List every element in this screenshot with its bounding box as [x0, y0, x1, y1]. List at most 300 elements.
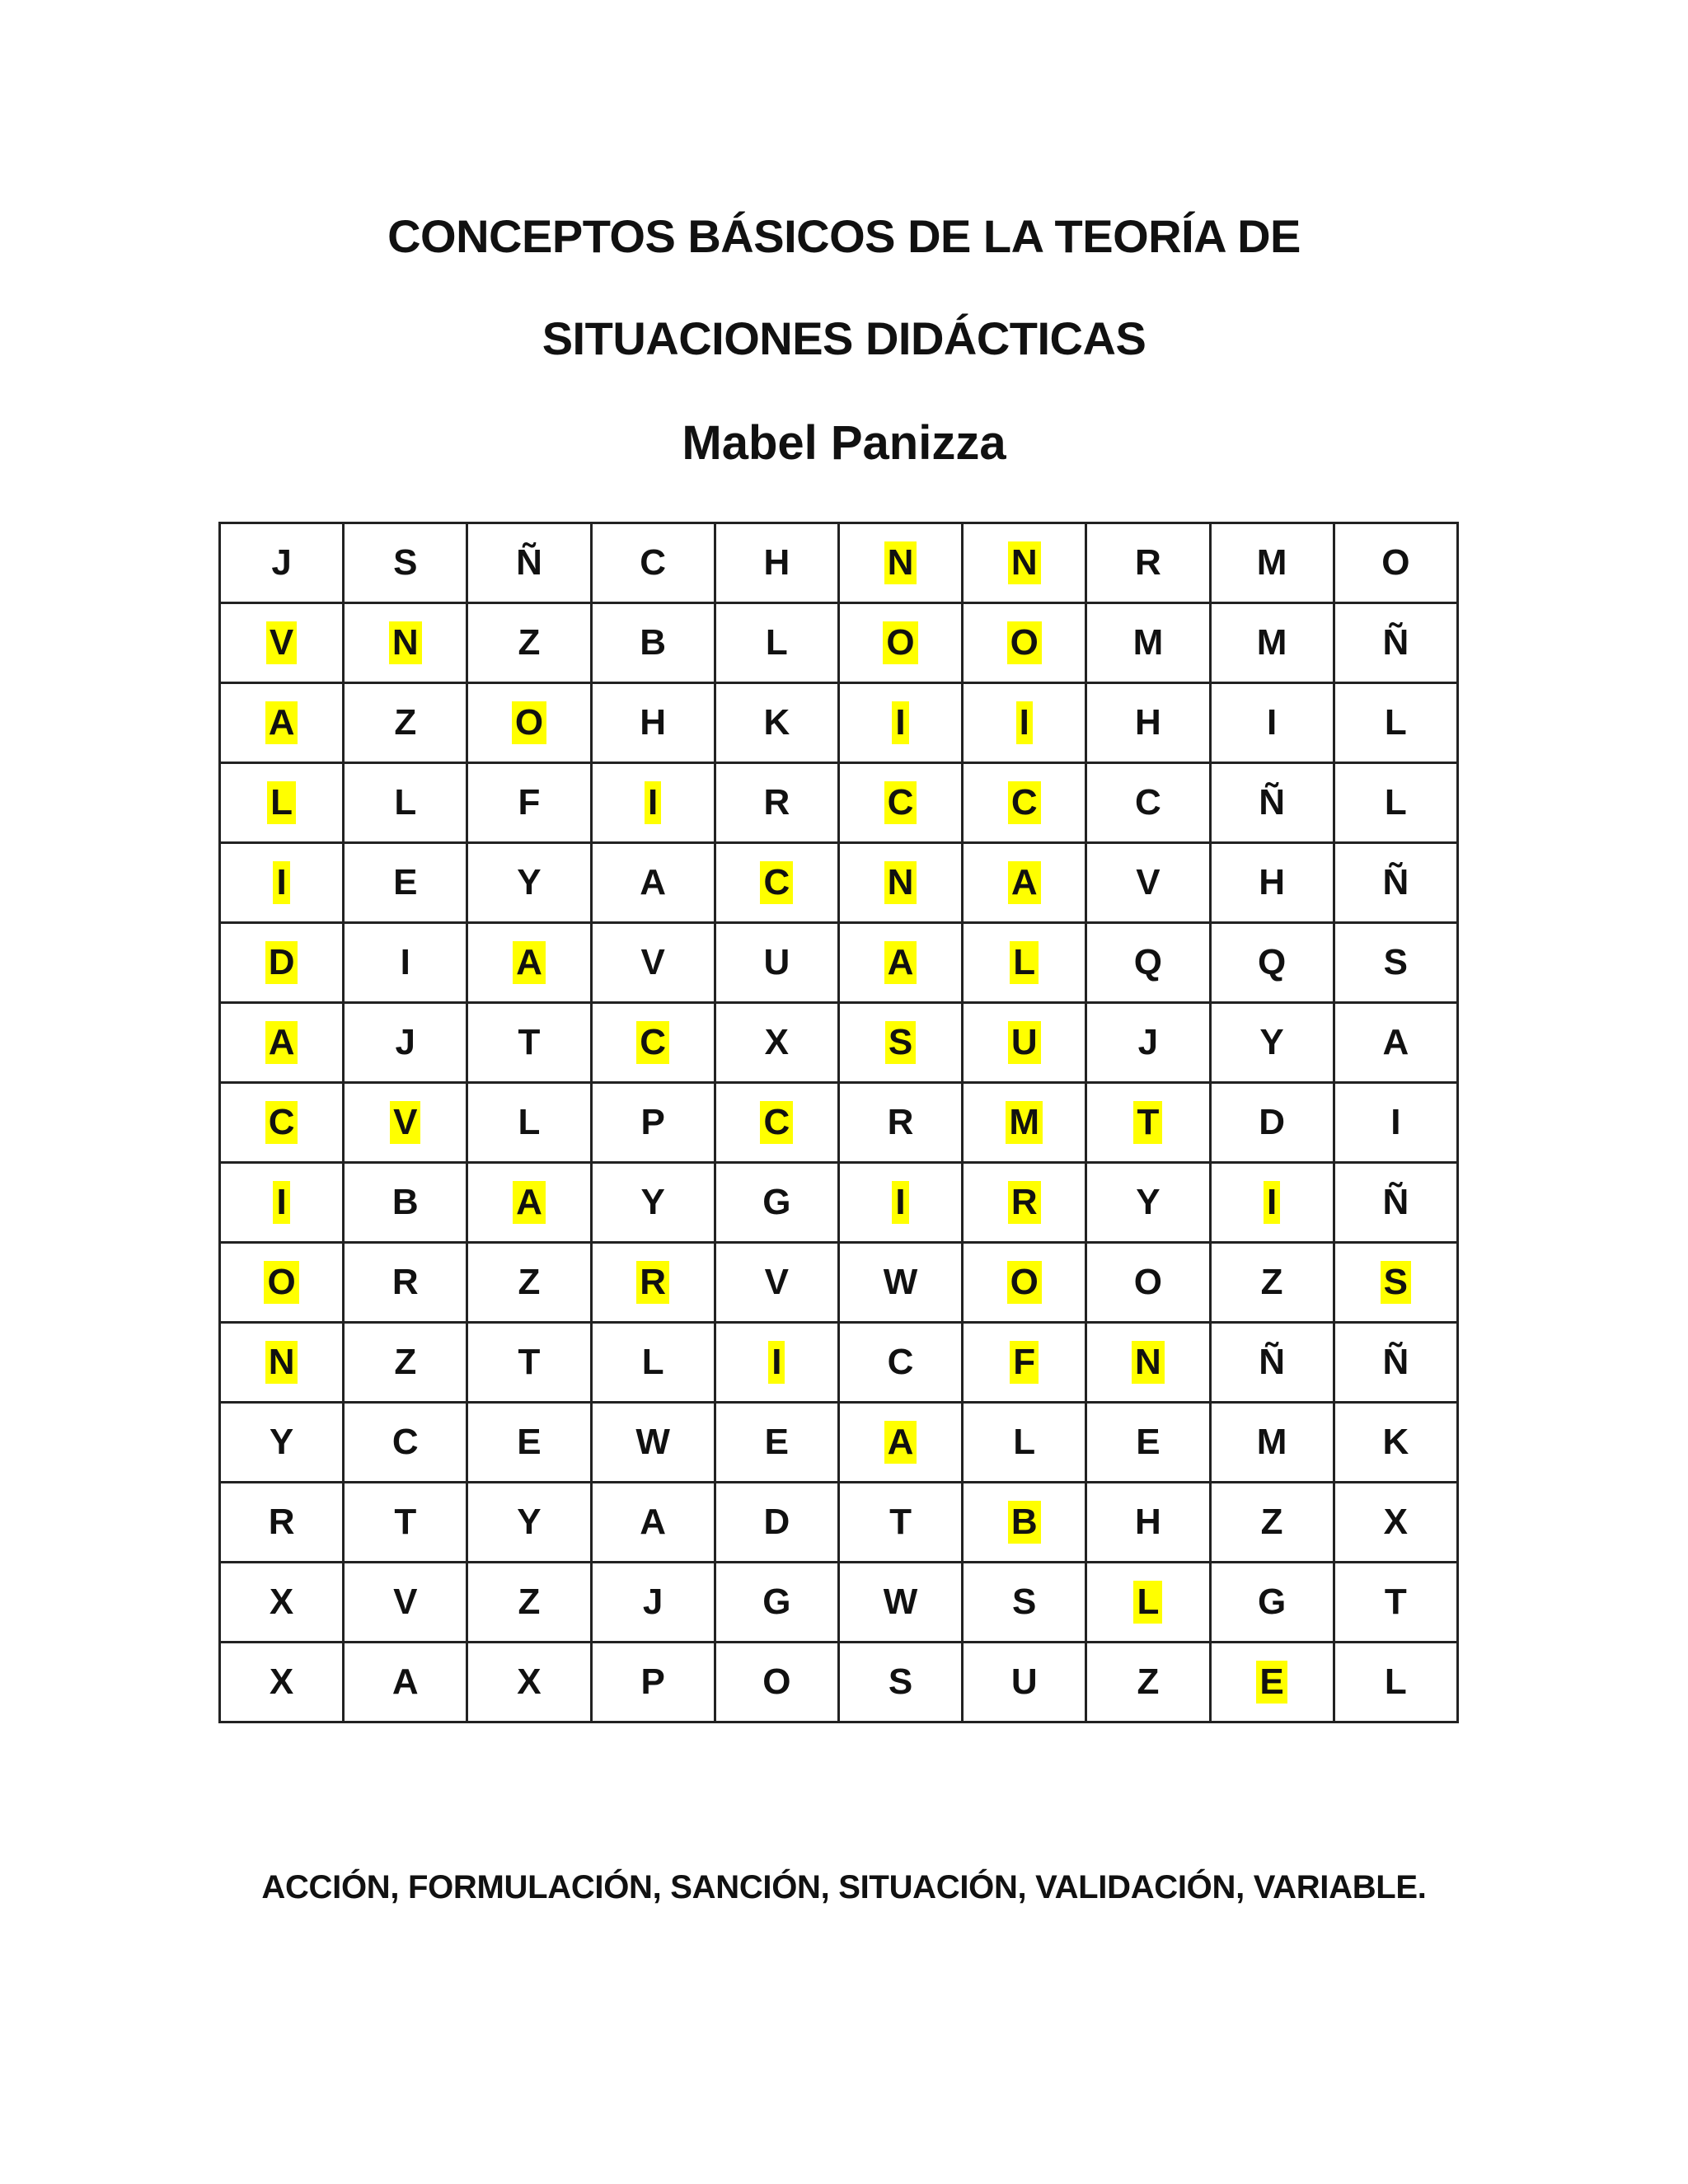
grid-letter: V	[764, 1262, 790, 1302]
highlighted-letter: N	[884, 861, 917, 904]
grid-letter: S	[1383, 942, 1409, 982]
grid-cell[interactable]	[1210, 1483, 1334, 1563]
grid-cell[interactable]	[1086, 1163, 1210, 1243]
highlighted-letter: V	[390, 1101, 420, 1144]
grid-cell[interactable]	[344, 763, 467, 843]
grid-cell[interactable]	[344, 1563, 467, 1643]
grid-letter: A	[640, 862, 667, 902]
grid-cell[interactable]	[838, 1243, 962, 1323]
grid-cell[interactable]	[963, 523, 1086, 603]
grid-cell[interactable]	[838, 523, 962, 603]
grid-cell[interactable]	[715, 763, 838, 843]
grid-cell[interactable]	[963, 923, 1086, 1003]
grid-letter: O	[1381, 542, 1410, 583]
grid-cell[interactable]	[963, 763, 1086, 843]
grid-letter: V	[1136, 862, 1160, 902]
grid-cell[interactable]	[344, 523, 467, 603]
grid-letter: J	[271, 542, 292, 583]
grid-cell[interactable]	[591, 1243, 715, 1323]
grid-letter: K	[763, 702, 790, 743]
grid-cell[interactable]	[220, 1483, 344, 1563]
highlighted-letter: A	[513, 1181, 546, 1224]
grid-cell[interactable]	[220, 1243, 344, 1323]
grid-cell[interactable]	[1334, 603, 1457, 683]
grid-cell[interactable]	[591, 523, 715, 603]
highlighted-letter: O	[883, 621, 917, 664]
grid-cell[interactable]	[220, 603, 344, 683]
grid-cell[interactable]	[838, 1643, 962, 1722]
grid-cell[interactable]	[467, 843, 591, 923]
grid-cell[interactable]	[1334, 1243, 1457, 1323]
grid-cell[interactable]	[591, 683, 715, 763]
grid-letter: L	[518, 1102, 541, 1142]
grid-letter: H	[1135, 702, 1161, 743]
grid-cell[interactable]	[715, 1243, 838, 1323]
grid-letter: A	[392, 1661, 419, 1702]
grid-cell[interactable]	[1210, 1163, 1334, 1243]
grid-cell[interactable]	[344, 1243, 467, 1323]
highlighted-letter: L	[267, 781, 296, 824]
grid-cell[interactable]	[467, 1643, 591, 1722]
grid-cell[interactable]	[344, 1163, 467, 1243]
grid-cell[interactable]	[838, 1163, 962, 1243]
grid-letter: Ñ	[1382, 862, 1409, 902]
grid-cell[interactable]	[963, 683, 1086, 763]
grid-cell[interactable]	[963, 843, 1086, 923]
grid-row	[220, 923, 1458, 1003]
grid-cell[interactable]	[715, 1643, 838, 1722]
grid-cell[interactable]	[1334, 923, 1457, 1003]
grid-cell[interactable]	[963, 1243, 1086, 1323]
grid-letter: M	[1256, 1422, 1287, 1462]
grid-cell[interactable]	[838, 683, 962, 763]
grid-letter: Z	[394, 1342, 417, 1382]
grid-letter: G	[762, 1182, 791, 1222]
grid-cell[interactable]	[1210, 523, 1334, 603]
highlighted-letter: O	[1007, 621, 1042, 664]
grid-letter: P	[640, 1102, 665, 1142]
grid-letter: A	[1382, 1022, 1409, 1062]
grid-letter: J	[1137, 1022, 1159, 1062]
grid-cell[interactable]	[1210, 603, 1334, 683]
grid-cell[interactable]	[715, 1483, 838, 1563]
grid-cell[interactable]	[1210, 1003, 1334, 1083]
grid-cell[interactable]	[1210, 1403, 1334, 1483]
grid-letter: Z	[1260, 1502, 1283, 1542]
grid-cell[interactable]	[715, 1003, 838, 1083]
grid-letter: R	[268, 1502, 295, 1542]
grid-cell[interactable]	[1086, 1003, 1210, 1083]
grid-cell[interactable]	[1086, 683, 1210, 763]
document-author: Mabel Panizza	[682, 416, 1006, 470]
grid-letter: Y	[1136, 1182, 1160, 1222]
grid-letter: H	[1135, 1502, 1161, 1542]
grid-letter: L	[1013, 1422, 1036, 1462]
grid-cell[interactable]	[344, 1323, 467, 1403]
grid-letter: I	[400, 942, 410, 982]
grid-letter: T	[889, 1502, 912, 1542]
highlighted-letter: A	[265, 1021, 298, 1064]
grid-cell[interactable]	[467, 1243, 591, 1323]
highlighted-letter: U	[1008, 1021, 1041, 1064]
grid-row	[220, 1643, 1458, 1722]
grid-row	[220, 843, 1458, 923]
grid-letter: C	[640, 542, 667, 583]
grid-letter: E	[764, 1422, 790, 1462]
grid-cell[interactable]	[1086, 523, 1210, 603]
grid-cell[interactable]	[1086, 1483, 1210, 1563]
word-list: ACCIÓN, FORMULACIÓN, SANCIÓN, SITUACIÓN, VALIDACIÓN, VARIABLE.	[261, 1869, 1427, 1905]
grid-letter: X	[517, 1661, 542, 1702]
grid-cell[interactable]	[715, 843, 838, 923]
highlighted-letter: C	[636, 1021, 669, 1064]
grid-cell[interactable]	[838, 1563, 962, 1643]
grid-cell[interactable]	[220, 923, 344, 1003]
highlighted-letter: I	[273, 1181, 289, 1224]
grid-cell[interactable]	[838, 1083, 962, 1163]
grid-letter: D	[763, 1502, 790, 1542]
grid-cell[interactable]	[467, 1083, 591, 1163]
grid-cell[interactable]	[220, 1563, 344, 1643]
grid-cell[interactable]	[715, 1323, 838, 1403]
grid-letter: Ñ	[516, 542, 542, 583]
highlighted-letter: N	[884, 541, 917, 584]
grid-cell[interactable]	[1334, 1563, 1457, 1643]
grid-cell[interactable]	[1210, 1643, 1334, 1722]
grid-cell[interactable]	[715, 603, 838, 683]
grid-letter: E	[1136, 1422, 1160, 1462]
grid-letter: A	[640, 1502, 667, 1542]
word-search-body	[220, 523, 1458, 1722]
grid-cell[interactable]	[963, 1163, 1086, 1243]
grid-letter: X	[269, 1661, 294, 1702]
grid-cell[interactable]	[591, 763, 715, 843]
grid-letter: M	[1132, 622, 1164, 663]
grid-row	[220, 1163, 1458, 1243]
grid-letter: B	[640, 622, 667, 663]
grid-letter: Ñ	[1382, 622, 1409, 663]
highlighted-letter: L	[1133, 1581, 1162, 1624]
grid-cell[interactable]	[963, 1003, 1086, 1083]
grid-cell[interactable]	[220, 523, 344, 603]
grid-letter: Y	[517, 1502, 542, 1542]
grid-cell[interactable]	[838, 603, 962, 683]
highlighted-letter: C	[1008, 781, 1041, 824]
grid-cell[interactable]	[1210, 843, 1334, 923]
grid-cell[interactable]	[467, 1003, 591, 1083]
grid-letter: R	[887, 1102, 914, 1142]
grid-letter: P	[640, 1661, 665, 1702]
highlighted-letter: L	[1010, 941, 1039, 984]
grid-cell[interactable]	[591, 1643, 715, 1722]
grid-cell[interactable]	[1210, 683, 1334, 763]
title-block	[0, 185, 1688, 497]
grid-cell[interactable]	[838, 923, 962, 1003]
grid-letter: V	[393, 1582, 418, 1622]
grid-cell[interactable]	[715, 1083, 838, 1163]
grid-cell[interactable]	[1334, 1003, 1457, 1083]
grid-cell[interactable]	[1086, 763, 1210, 843]
grid-cell[interactable]	[1210, 763, 1334, 843]
grid-cell[interactable]	[838, 1403, 962, 1483]
grid-row	[220, 523, 1458, 603]
grid-cell[interactable]	[467, 1163, 591, 1243]
grid-cell[interactable]	[715, 523, 838, 603]
grid-letter: K	[1382, 1422, 1409, 1462]
highlighted-letter: R	[1008, 1181, 1041, 1224]
grid-cell[interactable]	[1334, 843, 1457, 923]
grid-cell[interactable]	[467, 1323, 591, 1403]
grid-letter: T	[394, 1502, 417, 1542]
grid-letter: X	[764, 1022, 790, 1062]
grid-letter: T	[518, 1342, 541, 1382]
grid-row	[220, 1483, 1458, 1563]
grid-cell[interactable]	[963, 1083, 1086, 1163]
grid-letter: Z	[1260, 1262, 1283, 1302]
grid-cell[interactable]	[591, 1563, 715, 1643]
grid-cell[interactable]	[838, 763, 962, 843]
grid-cell[interactable]	[1334, 1323, 1457, 1403]
grid-cell[interactable]	[467, 603, 591, 683]
grid-cell[interactable]	[591, 1323, 715, 1403]
grid-cell[interactable]	[1334, 1643, 1457, 1722]
grid-letter: R	[763, 782, 790, 823]
grid-row	[220, 1563, 1458, 1643]
grid-cell[interactable]	[715, 683, 838, 763]
grid-cell[interactable]	[467, 763, 591, 843]
grid-cell[interactable]	[467, 1483, 591, 1563]
grid-cell[interactable]	[344, 843, 467, 923]
highlighted-letter: C	[760, 1101, 793, 1144]
grid-letter: L	[394, 782, 417, 823]
grid-letter: X	[269, 1582, 294, 1622]
grid-cell[interactable]	[344, 1483, 467, 1563]
highlighted-letter: I	[1264, 1181, 1280, 1224]
grid-cell[interactable]	[1086, 1083, 1210, 1163]
grid-cell[interactable]	[963, 1563, 1086, 1643]
grid-letter: Z	[518, 1582, 541, 1622]
word-search-grid	[218, 522, 1459, 1723]
grid-cell[interactable]	[220, 1003, 344, 1083]
grid-letter: M	[1256, 622, 1287, 663]
grid-cell[interactable]	[344, 603, 467, 683]
highlighted-letter: I	[1016, 701, 1033, 744]
grid-letter: E	[393, 862, 418, 902]
grid-cell[interactable]	[1210, 1323, 1334, 1403]
grid-letter: O	[1133, 1262, 1163, 1302]
highlighted-letter: I	[645, 781, 661, 824]
grid-cell[interactable]	[344, 923, 467, 1003]
grid-cell[interactable]	[838, 1003, 962, 1083]
highlighted-letter: T	[1133, 1101, 1162, 1144]
grid-row	[220, 763, 1458, 843]
grid-cell[interactable]	[715, 923, 838, 1003]
grid-row	[220, 1323, 1458, 1403]
highlighted-letter: I	[768, 1341, 785, 1384]
grid-cell[interactable]	[963, 1643, 1086, 1722]
grid-letter: U	[763, 942, 790, 982]
grid-letter: Y	[269, 1422, 294, 1462]
grid-letter: S	[1012, 1582, 1037, 1622]
highlighted-letter: A	[884, 1421, 917, 1464]
grid-letter: Ñ	[1259, 1342, 1285, 1382]
grid-letter: E	[517, 1422, 542, 1462]
grid-cell[interactable]	[1334, 1483, 1457, 1563]
grid-cell[interactable]	[220, 1323, 344, 1403]
grid-letter: V	[640, 942, 665, 982]
grid-cell[interactable]	[591, 1483, 715, 1563]
grid-letter: C	[887, 1342, 914, 1382]
grid-letter: B	[392, 1182, 419, 1222]
grid-cell[interactable]	[467, 923, 591, 1003]
highlighted-letter: E	[1256, 1661, 1287, 1704]
grid-row	[220, 1243, 1458, 1323]
grid-cell[interactable]	[838, 843, 962, 923]
grid-cell[interactable]	[1210, 1563, 1334, 1643]
highlighted-letter: A	[513, 941, 546, 984]
grid-cell[interactable]	[1086, 1563, 1210, 1643]
highlighted-letter: S	[885, 1021, 916, 1064]
highlighted-letter: N	[389, 621, 422, 664]
grid-letter: Z	[1137, 1661, 1160, 1702]
grid-cell[interactable]	[344, 1643, 467, 1722]
grid-letter: M	[1256, 542, 1287, 583]
grid-letter: Ñ	[1382, 1182, 1409, 1222]
grid-cell[interactable]	[344, 1083, 467, 1163]
grid-cell[interactable]	[1210, 1243, 1334, 1323]
grid-letter: I	[1390, 1102, 1401, 1142]
grid-cell[interactable]	[963, 1483, 1086, 1563]
grid-cell[interactable]	[715, 1403, 838, 1483]
grid-letter: L	[1384, 1661, 1407, 1702]
grid-letter: Q	[1133, 942, 1163, 982]
grid-letter: J	[395, 1022, 416, 1062]
grid-cell[interactable]	[1334, 523, 1457, 603]
grid-cell[interactable]	[1210, 923, 1334, 1003]
grid-cell[interactable]	[591, 923, 715, 1003]
grid-cell[interactable]	[715, 1163, 838, 1243]
grid-letter: G	[762, 1582, 791, 1622]
grid-cell[interactable]	[1210, 1083, 1334, 1163]
highlighted-letter: S	[1381, 1261, 1411, 1304]
grid-cell[interactable]	[220, 1643, 344, 1722]
highlighted-letter: C	[760, 861, 793, 904]
grid-cell[interactable]	[344, 1003, 467, 1083]
grid-cell[interactable]	[1086, 1403, 1210, 1483]
grid-cell[interactable]	[1334, 1083, 1457, 1163]
grid-cell[interactable]	[591, 1163, 715, 1243]
grid-cell[interactable]	[963, 1323, 1086, 1403]
grid-letter: O	[762, 1661, 791, 1702]
grid-letter: W	[883, 1582, 918, 1622]
grid-letter: U	[1010, 1661, 1038, 1702]
grid-letter: Ñ	[1382, 1342, 1409, 1382]
grid-cell[interactable]	[220, 1403, 344, 1483]
grid-cell[interactable]	[467, 523, 591, 603]
grid-cell[interactable]	[1086, 1643, 1210, 1722]
grid-letter: Y	[517, 862, 542, 902]
grid-cell[interactable]	[1334, 1163, 1457, 1243]
grid-letter: H	[1259, 862, 1285, 902]
highlighted-letter: N	[265, 1341, 298, 1384]
grid-cell[interactable]	[1086, 923, 1210, 1003]
grid-letter: Z	[394, 702, 417, 743]
grid-cell[interactable]	[963, 1403, 1086, 1483]
grid-letter: R	[1135, 542, 1161, 583]
grid-cell[interactable]	[344, 1403, 467, 1483]
grid-letter: L	[1384, 782, 1407, 823]
highlighted-letter: D	[265, 941, 298, 984]
grid-row	[220, 1403, 1458, 1483]
grid-cell[interactable]	[838, 1483, 962, 1563]
grid-cell[interactable]	[1086, 843, 1210, 923]
grid-cell[interactable]	[715, 1563, 838, 1643]
grid-letter: Y	[640, 1182, 665, 1222]
highlighted-letter: N	[1132, 1341, 1165, 1384]
grid-cell[interactable]	[1086, 603, 1210, 683]
document-title-line-2: SITUACIONES DIDÁCTICAS	[542, 312, 1146, 364]
highlighted-letter: A	[265, 701, 298, 744]
grid-letter: T	[1384, 1582, 1407, 1622]
grid-cell[interactable]	[467, 1563, 591, 1643]
grid-cell[interactable]	[1086, 1323, 1210, 1403]
grid-letter: Y	[1259, 1022, 1284, 1062]
word-search-table	[218, 522, 1459, 1723]
grid-cell[interactable]	[220, 763, 344, 843]
grid-row	[220, 1083, 1458, 1163]
grid-letter: H	[763, 542, 790, 583]
highlighted-letter: O	[264, 1261, 298, 1304]
grid-cell[interactable]	[344, 683, 467, 763]
grid-letter: W	[883, 1262, 918, 1302]
grid-letter: L	[765, 622, 788, 663]
grid-cell[interactable]	[591, 843, 715, 923]
grid-letter: R	[392, 1262, 419, 1302]
grid-cell[interactable]	[591, 1403, 715, 1483]
grid-row	[220, 603, 1458, 683]
grid-cell[interactable]	[220, 843, 344, 923]
highlighted-letter: B	[1008, 1501, 1041, 1544]
grid-cell[interactable]	[1086, 1243, 1210, 1323]
grid-cell[interactable]	[1334, 1403, 1457, 1483]
grid-letter: G	[1257, 1582, 1287, 1622]
grid-cell[interactable]	[467, 683, 591, 763]
grid-cell[interactable]	[220, 683, 344, 763]
grid-cell[interactable]	[963, 603, 1086, 683]
grid-letter: S	[393, 542, 418, 583]
grid-row	[220, 1003, 1458, 1083]
grid-cell[interactable]	[220, 1163, 344, 1243]
highlighted-letter: O	[512, 701, 546, 744]
grid-cell[interactable]	[591, 1003, 715, 1083]
grid-cell[interactable]	[467, 1403, 591, 1483]
highlighted-letter: R	[636, 1261, 669, 1304]
grid-cell[interactable]	[1334, 683, 1457, 763]
grid-cell[interactable]	[220, 1083, 344, 1163]
grid-cell[interactable]	[591, 603, 715, 683]
grid-letter: D	[1259, 1102, 1285, 1142]
grid-cell[interactable]	[838, 1323, 962, 1403]
highlighted-letter: A	[884, 941, 917, 984]
grid-cell[interactable]	[1334, 763, 1457, 843]
grid-cell[interactable]	[591, 1083, 715, 1163]
highlighted-letter: A	[1008, 861, 1041, 904]
grid-letter: C	[392, 1422, 419, 1462]
grid-letter: I	[1266, 702, 1278, 743]
highlighted-letter: M	[1006, 1101, 1043, 1144]
highlighted-letter: C	[265, 1101, 298, 1144]
highlighted-letter: I	[273, 861, 289, 904]
